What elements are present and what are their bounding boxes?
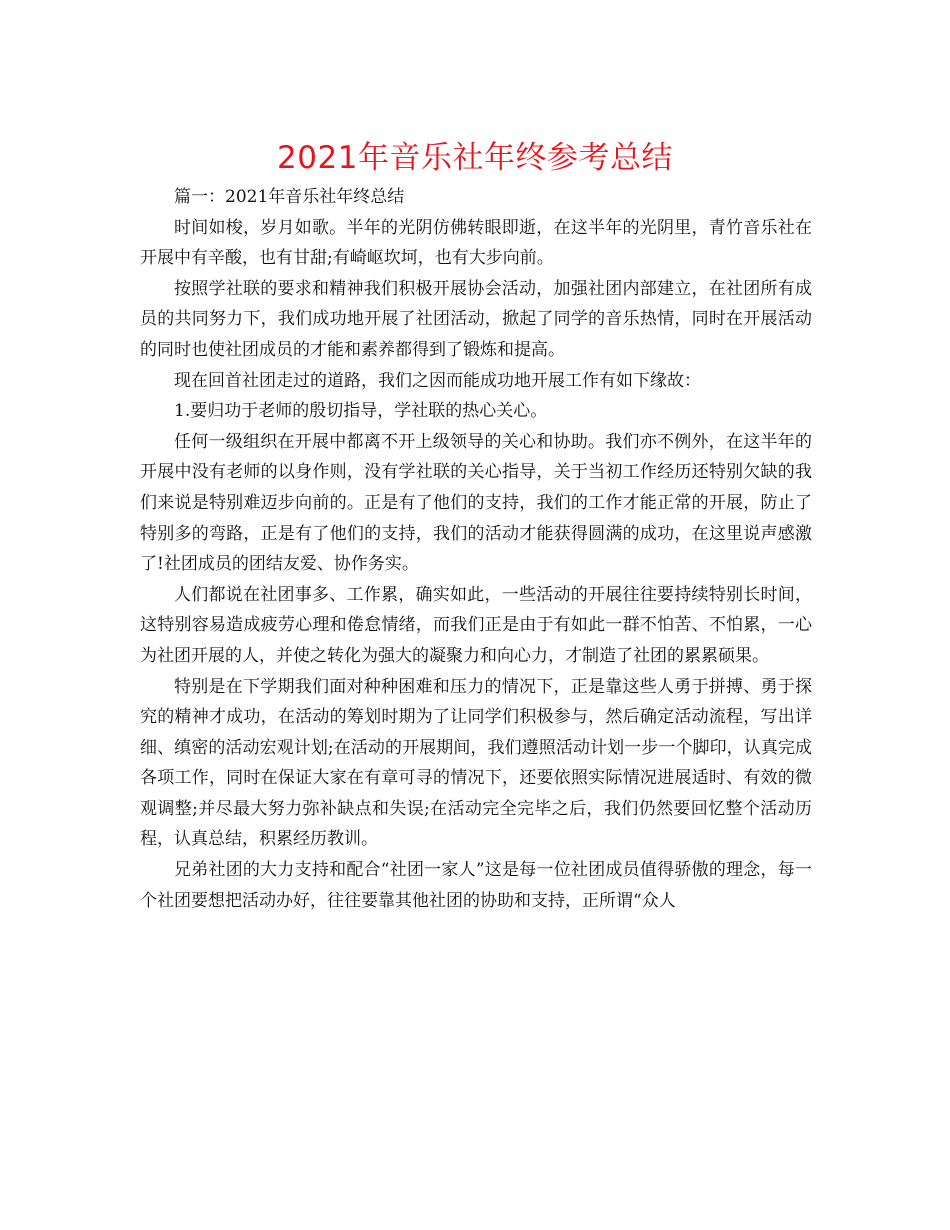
paragraph: 人们都说在社团事多、工作累，确实如此，一些活动的开展往往要持续特别长时间，这特别容易造成疲劳心理和倦怠情绪，而我们正是由于有如此一群不怕苦、不怕累，一心为社团开展的人，并使之转化为强大的凝聚力和向心力，才制造了社团的累累硕果。	[140, 584, 812, 666]
paragraph-numbered-item: 1.要归功于老师的殷切指导，学社联的热心关心。	[174, 401, 548, 422]
paragraph-subtitle: 篇一：2021年音乐社年终总结	[174, 187, 405, 207]
paragraph: 按照学社联的要求和精神我们积极开展协会活动，加强社团内部建立，在社团所有成员的共同努力下，我们成功地开展了社团活动，掀起了同学的音乐热情，同时在开展活动的同时也使社团成员的才能和素养都得到了锻炼和提高。	[140, 278, 812, 360]
paragraph: 特别是在下学期我们面对种种困难和压力的情况下，正是靠这些人勇于拼搏、勇于探究的精神才成功，在活动的筹划时期为了让同学们积极参与，然后确定活动流程，写出详细、缜密的活动宏观计划;在活动的开展期间，我们遵照活动计划一步一个脚印，认真完成各项工作，同时在保证大家在有章可寻的情况下，还要依照实际情况进展适时、有效的微观调整;并尽最大努力弥补缺点和失误;在活动完全完毕之后，我们仍然要回忆整个活动历程，认真总结，积累经历教训。	[140, 676, 812, 850]
paragraph: 现在回首社团走过的道路，我们之因而能成功地开展工作有如下缘故：	[174, 370, 701, 391]
paragraph: 兄弟社团的大力支持和配合“社团一家人”这是每一位社团成员值得骄傲的理念，每一个社团要想把活动办好，往往要靠其他社团的协助和支持，正所谓“众人	[140, 860, 812, 911]
paragraph: 时间如梭，岁月如歌。半年的光阴仿佛转眼即逝，在这半年的光阴里，青竹音乐社在开展中有辛酸，也有甘甜;有崎岖坎坷，也有大步向前。	[140, 217, 812, 269]
document-body	[140, 182, 812, 916]
document-title: 2021年音乐社年终参考总结	[277, 140, 673, 176]
paragraph: 任何一级组织在开展中都离不开上级领导的关心和协助。我们亦不例外，在这半年的开展中没有老师的以身作则，没有学社联的关心指导，关于当初工作经历还特别欠缺的我们来说是特别难迈步向前的。正是有了他们的支持，我们的工作才能正常的开展，防止了特别多的弯路，正是有了他们的支持，我们的活动才能获得圆满的成功，在这里说声感激了!社团成员的团结友爱、协作务实。	[140, 431, 812, 575]
